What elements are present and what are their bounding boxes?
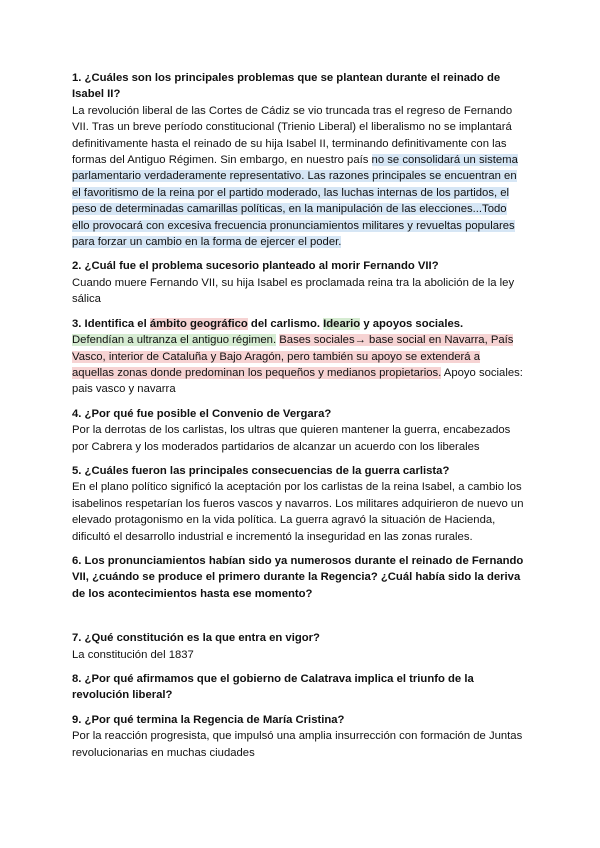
answer-1	[72, 103, 524, 251]
answer-3	[72, 332, 524, 398]
question-block-7	[72, 630, 524, 663]
question-block-6	[72, 553, 524, 622]
question-2: 2. ¿Cuál fue el problema sucesorio planteado al morir Fernando VII?	[72, 260, 439, 273]
question-3	[72, 316, 524, 332]
question-block-2	[72, 258, 524, 307]
answer-3-ideario: Defendían a ultranza el antiguo régimen.	[72, 334, 277, 347]
question-3-ideario: Ideario	[323, 317, 361, 330]
question-3-part1: 3. Identifica el	[72, 317, 150, 330]
question-7: 7. ¿Qué constitución es la que entra en vigor?	[72, 632, 320, 645]
answer-2: Cuando muere Fernando VII, su hija Isabel es proclamada reina tra la abolición de la ley sálica	[72, 276, 515, 306]
question-4: 4. ¿Por qué fue posible el Convenio de Vergara?	[72, 407, 332, 420]
question-block-5	[72, 463, 524, 545]
question-block-1	[72, 70, 524, 250]
question-8: 8. ¿Por qué afirmamos que el gobierno de Calatrava implica el triunfo de la revolución liberal?	[72, 673, 474, 702]
answer-1-highlight: no se consolidará un sistema parlamentario verdaderamente representativo. Las razones principales se encuentran en el favoritismo de la reina por el partido moderado, las luchas internas de los partidos, el peso de determinadas camarillas políticas, en la manipulación de las elecciones...Todo ello provocará con excesiva frecuencia pronunciamientos militares y revueltas populares para forzar un cambio en la forma de ejercer el poder.	[72, 154, 518, 249]
question-6: 6. Los pronunciamientos habían sido ya numerosos durante el reinado de Fernando VII, ¿cuándo se produce el primero durante la Regencia? ¿Cuál había sido la deriva de los acontecimientos hasta ese momento?	[72, 554, 524, 600]
question-1: 1. ¿Cuáles son los principales problemas que se plantean durante el reinado de Isabel II?	[72, 72, 501, 101]
answer-6-blank	[72, 602, 524, 622]
answer-9: Por la reacción progresista, que impulsó una amplia insurrección con formación de Juntas revolucionarias en muchas ciudades	[72, 730, 523, 759]
question-block-3	[72, 316, 524, 398]
answer-4: Por la derrotas de los carlistas, los ultras que quieren mantener la guerra, encabezados por Cabrera y los moderados partidarios de alcanzar un acuerdo con los liberales	[72, 424, 511, 453]
answer-3-bases-sociales: Bases sociales→ base social en Navarra, País Vasco, interior de Cataluña y Bajo Aragón, pero también su apoyo se extenderá a aquellas zonas donde predominan los pequeños y medianos propietarios.	[72, 334, 514, 379]
question-block-8	[72, 671, 524, 704]
question-5: 5. ¿Cuáles fueron las principales consecuencias de la guerra carlista?	[72, 464, 450, 477]
question-3-part3: del carlismo.	[247, 317, 324, 330]
answer-3-apoyos: Apoyo sociales: pais vasco y navarra	[72, 366, 523, 396]
answer-5: En el plano político significó la aceptación por los carlistas de la reina Isabel, a cambio los isabelinos respetarían los fueros vascos y navarros. Los militares adquirieron de nuevo un elevado protagonismo en la vida política. La guerra agravó la situación de Hacienda, dificultó el desarrollo industrial e incrementó la inseguridad en las zonas rurales.	[72, 481, 524, 543]
question-9: 9. ¿Por qué termina la Regencia de María Cristina?	[72, 713, 345, 726]
answer-1-plain: La revolución liberal de las Cortes de Cádiz se vio truncada tras el regreso de Fernando VII. Tras un breve período constitucional (Trienio Liberal) el liberalismo no se implantará definitivamente hasta el reinado de su hija Isabel II, terminando definitivamente con las formas del Antiguo Régimen. Sin embargo, en nuestro país	[72, 104, 513, 167]
question-3-ambito: ámbito geográfico	[149, 317, 248, 330]
question-block-9	[72, 712, 524, 761]
document-page	[72, 70, 524, 769]
answer-7: La constitución del 1837	[72, 648, 194, 661]
question-3-part5: y apoyos sociales.	[360, 317, 464, 330]
question-block-4	[72, 406, 524, 455]
